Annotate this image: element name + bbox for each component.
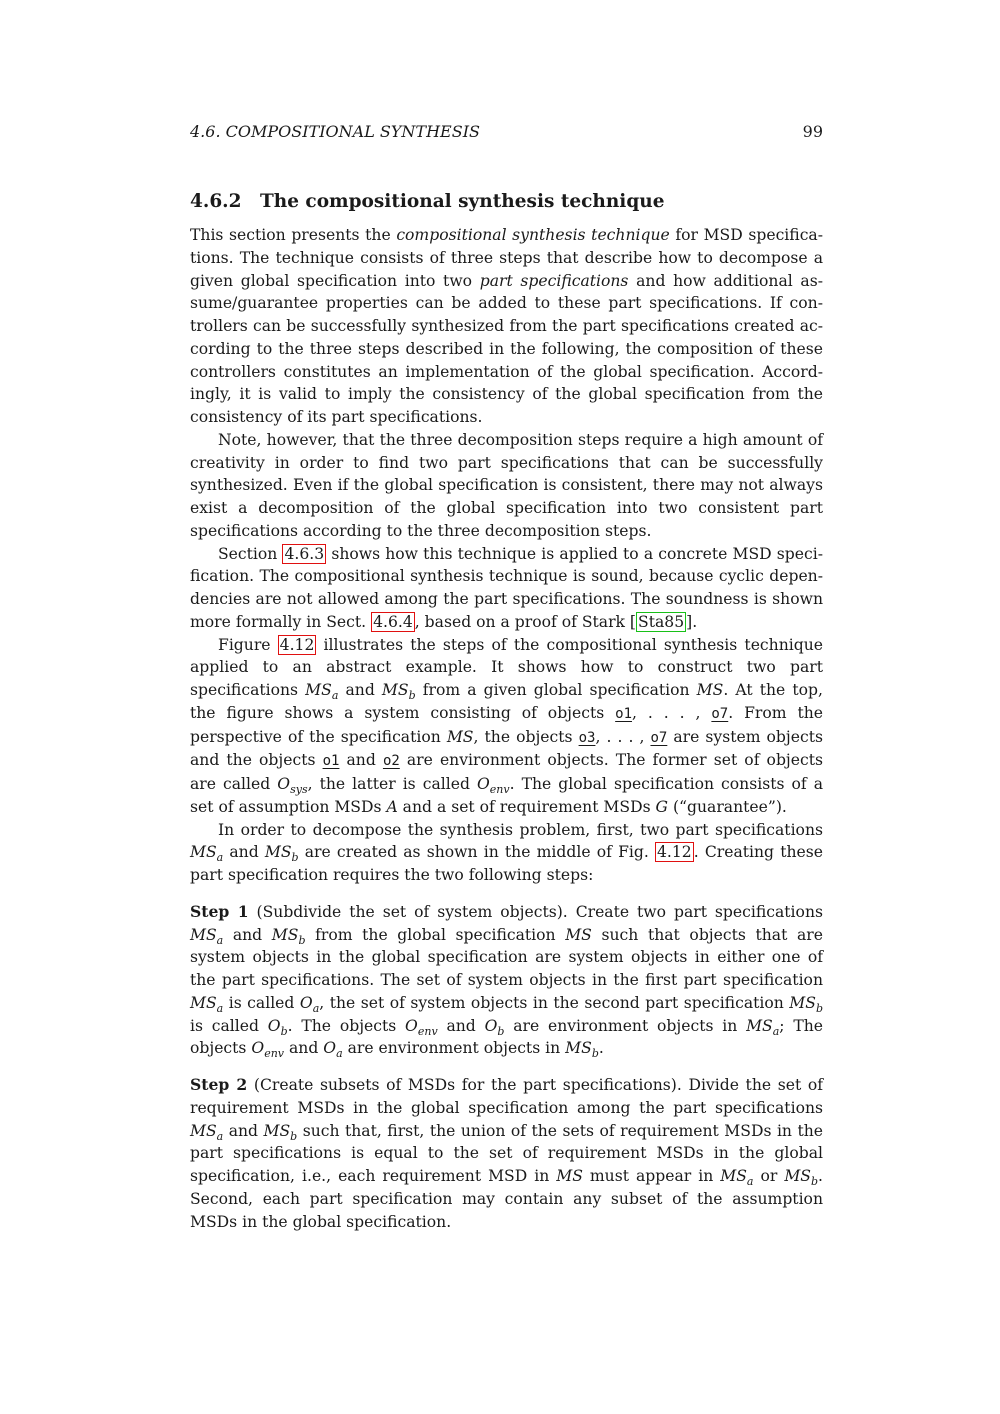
text: , the set of system objects in the second part specification bbox=[319, 993, 790, 1012]
math-ms-b: $MS_b$ bbox=[789, 993, 823, 1015]
text: are environment objects in bbox=[504, 1016, 747, 1035]
math-o-b: $O_b$ bbox=[484, 1016, 505, 1038]
paragraph-figure bbox=[190, 634, 823, 819]
object-o2: o2 bbox=[382, 753, 400, 770]
text: . From the perspective of the specification bbox=[190, 703, 824, 746]
object-o3: o3 bbox=[578, 729, 596, 746]
text: from a given global specification bbox=[415, 681, 697, 699]
text: illustrates the steps of the compositional synthesis technique applied to an abstract example. It shows how to construct two part specifications bbox=[190, 635, 823, 699]
math-ms-b: $MS_b$ bbox=[381, 681, 416, 703]
section-heading bbox=[190, 188, 823, 216]
text: or bbox=[753, 1167, 785, 1185]
text: and bbox=[346, 751, 376, 770]
emphasis-part-specifications: part specifications bbox=[479, 271, 629, 290]
text: shows how this technique is applied to a concrete MSD specification. The compositional synthesis technique is sound, because cyclic dependencies are not allowed among the part specifications. The soundness is shown more formally in Sect. bbox=[190, 544, 823, 631]
math-o-b: $O_b$ bbox=[267, 1016, 288, 1038]
page-number: 99 bbox=[802, 122, 823, 141]
math-ms-a: $MS_a$ bbox=[190, 925, 224, 947]
text: are environment objects. The former set of objects are called bbox=[190, 751, 823, 793]
text: . bbox=[598, 1039, 604, 1058]
text: , based on a proof of Stark [ bbox=[414, 612, 637, 631]
object-o7: o7 bbox=[650, 729, 668, 746]
main-content bbox=[190, 188, 823, 1233]
ref-link-4-6-3[interactable]: 4.6.3 bbox=[284, 544, 325, 563]
math-o-env: $O_{env}$ bbox=[476, 775, 510, 797]
text: . The global specification consists of a set of assumption MSDs bbox=[190, 775, 824, 816]
text: such that, first, the union of the sets of requirement MSDs in the part specifications is equal to the set of requirement MSDs in the global specification, i.e., each requirement MSD in bbox=[190, 1121, 823, 1185]
math-ms-a: $MS_a$ bbox=[746, 1016, 780, 1038]
text: for MSD specifications. The technique consists of three steps that describe how to decompose a given global specification into two bbox=[190, 226, 824, 290]
paragraph-section-ref bbox=[190, 543, 823, 634]
text: must appear in bbox=[582, 1167, 721, 1185]
emphasis-compositional-synthesis: compositional synthesis technique bbox=[396, 226, 670, 244]
paragraph-intro bbox=[190, 224, 823, 429]
text: . Second, each part specification may contain any subset of the assumption MSDs in the global specification. bbox=[190, 1167, 823, 1231]
math-a-set: A bbox=[386, 797, 398, 816]
text: and bbox=[228, 1121, 259, 1140]
paragraph-note bbox=[190, 429, 823, 543]
math-ms: MS bbox=[446, 727, 474, 746]
math-ms: MS bbox=[696, 681, 724, 699]
text: and bbox=[229, 843, 259, 862]
math-o-a: $O_a$ bbox=[323, 1039, 343, 1061]
step-1-paragraph bbox=[190, 901, 823, 1060]
section-title: The compositional synthesis technique bbox=[260, 191, 665, 212]
math-ms-a: $MS_a$ bbox=[305, 681, 339, 703]
text: , the objects bbox=[473, 727, 579, 746]
header-section-title: 4.6. COMPOSITIONAL SYNTHESIS bbox=[190, 122, 480, 141]
math-ms-b: $MS_b$ bbox=[264, 843, 299, 865]
text: are system objects and the objects bbox=[190, 727, 823, 770]
text: ]. bbox=[686, 612, 698, 631]
text: This section presents the bbox=[190, 226, 397, 244]
text: such that objects that are system objects in the global specification are system objects in either one of the part specifications. The set of system objects in the first part specification bbox=[190, 925, 823, 989]
math-o-a: $O_a$ bbox=[299, 993, 320, 1015]
object-o1: o1 bbox=[615, 705, 633, 722]
ref-link-figure-4-12[interactable]: 4.12 bbox=[656, 843, 692, 862]
text: Note, however, that the three decomposition steps require a high amount of creativity in order to find two part specifications that can be successfully synthesized. Even if the global specification is consistent, there may not always exist a decomposition of the global specification into two consistent part specifications according to the three decomposition steps. bbox=[190, 430, 823, 540]
object-o7: o7 bbox=[711, 705, 729, 722]
object-o1: o1 bbox=[322, 753, 340, 770]
text: , the latter is called bbox=[307, 775, 477, 793]
math-ms-b: $MS_b$ bbox=[565, 1039, 599, 1061]
step-2-paragraph bbox=[190, 1074, 823, 1233]
paragraph-decompose bbox=[190, 819, 823, 887]
text: (“guarantee”). bbox=[668, 797, 787, 816]
step-1-label: Step 1 bbox=[190, 901, 249, 921]
text: from the global specification bbox=[305, 925, 566, 944]
text: and bbox=[288, 1039, 319, 1058]
step-2-label: Step 2 bbox=[190, 1075, 248, 1094]
citation-link-sta85[interactable]: Sta85 bbox=[638, 612, 685, 631]
text: and a set of requirement MSDs bbox=[397, 797, 656, 816]
text: is called bbox=[190, 1016, 268, 1035]
text: (Create subsets of MSDs for the part specifications). Divide the set of requirement MSDs in the global specification among the part specifications bbox=[190, 1076, 824, 1117]
math-ms-b: $MS_b$ bbox=[271, 925, 306, 947]
text: and how additional assume/guarantee properties can be added to these part specifications. If controllers can be successfully synthesized from the part specifications created according to the three steps described in the following, the composition of these controllers constitutes an implementation of the global specification. Accordingly, it is valid to imply the consistency of the global specification from the consistency of its part specifications. bbox=[190, 271, 823, 426]
math-o-env: $O_{env}$ bbox=[251, 1039, 285, 1061]
ref-link-figure-4-12[interactable]: 4.12 bbox=[279, 635, 315, 654]
math-ms-a: $MS_a$ bbox=[190, 843, 224, 865]
text: , . . . , bbox=[595, 727, 651, 746]
math-ms: MS bbox=[556, 1167, 583, 1185]
ref-link-4-6-4[interactable]: 4.6.4 bbox=[373, 612, 413, 631]
text: and bbox=[232, 925, 263, 944]
math-ms-a: $MS_a$ bbox=[190, 1121, 224, 1143]
math-ms-a: $MS_a$ bbox=[190, 993, 224, 1015]
text: are created as shown in the middle of Fig. bbox=[298, 843, 655, 862]
math-ms-b: $MS_b$ bbox=[784, 1167, 819, 1189]
text: ; The objects bbox=[190, 1016, 824, 1058]
math-o-env: $O_{env}$ bbox=[405, 1016, 438, 1038]
text: are environment objects in bbox=[342, 1039, 566, 1058]
math-ms: MS bbox=[565, 925, 592, 944]
math-ms-a: $MS_a$ bbox=[720, 1167, 754, 1189]
text: is called bbox=[223, 993, 300, 1012]
text: . The objects bbox=[287, 1016, 406, 1035]
section-number: 4.6.2 bbox=[190, 191, 242, 212]
text: and bbox=[345, 681, 375, 699]
running-header bbox=[190, 121, 823, 143]
text: , . . . , bbox=[632, 703, 712, 722]
text: . Creating these part specification requires the two following steps: bbox=[190, 843, 823, 884]
text: (Subdivide the set of system objects). Create two part specifications bbox=[248, 902, 823, 921]
text: Section bbox=[218, 544, 283, 563]
text: Figure bbox=[218, 635, 278, 654]
math-ms-b: $MS_b$ bbox=[263, 1121, 298, 1143]
math-o-sys: $O_{sys}$ bbox=[277, 775, 308, 797]
text: and bbox=[446, 1016, 476, 1035]
text: In order to decompose the synthesis problem, first, two part specifications bbox=[218, 820, 823, 839]
math-g-set: G bbox=[655, 797, 669, 816]
text: . At the top, the figure shows a system consisting of objects bbox=[190, 681, 823, 722]
